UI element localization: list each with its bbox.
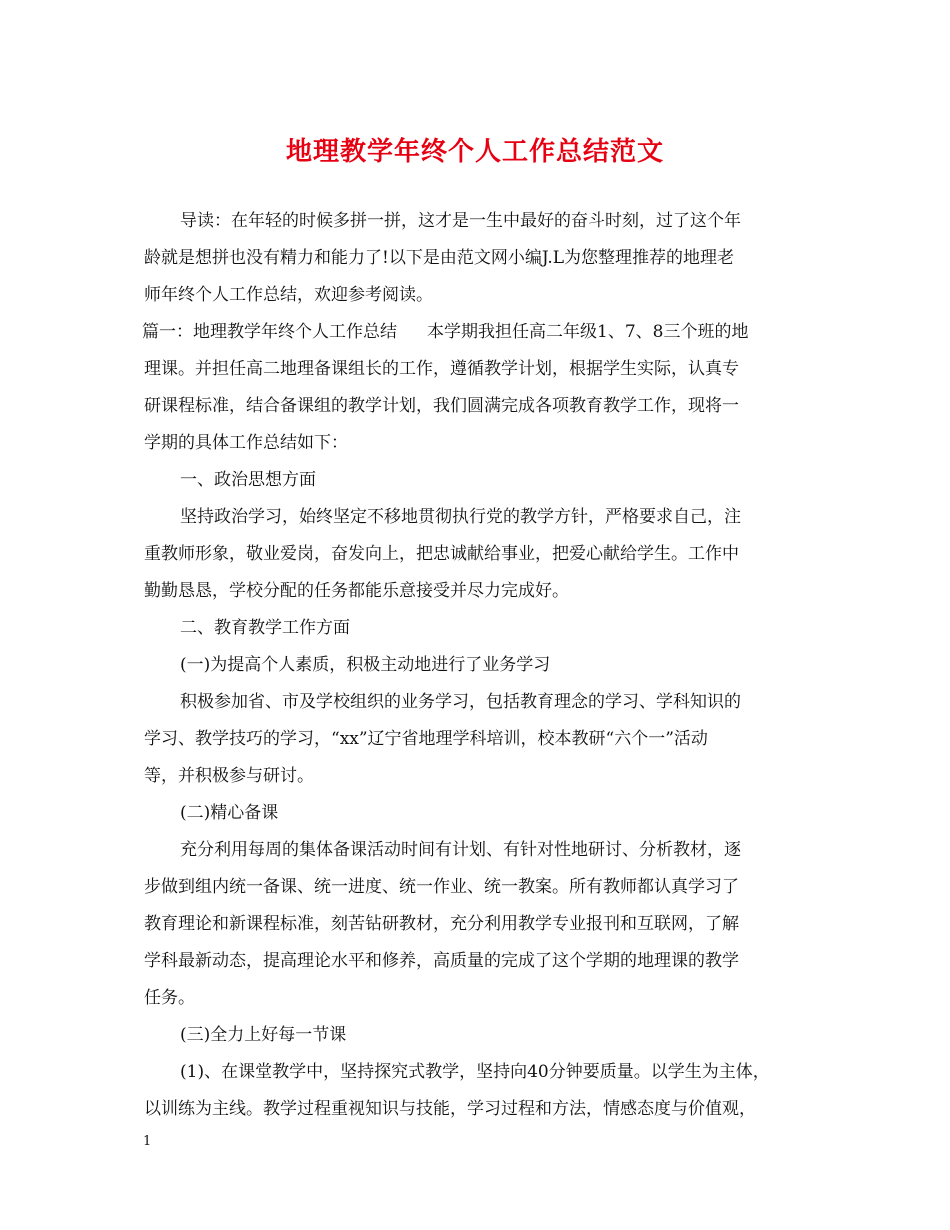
paragraph-line: 等，并积极参与研讨。 <box>144 766 314 786</box>
paragraph-line: 学习、教学技巧的学习，“xx”辽宁省地理学科培训，校本教研“六个一”活动 <box>144 729 708 749</box>
document-body <box>144 203 830 1128</box>
paragraph-line: 学期的具体工作总结如下： <box>144 433 348 453</box>
paragraph-line: (1)、在课堂教学中，坚持探究式教学，坚持向40分钟要质量。以学生为主体， <box>180 1062 770 1082</box>
paragraph-line: 充分利用每周的集体备课活动时间有计划、有针对性地研讨、分析教材，逐 <box>180 840 741 860</box>
paragraph-line: 研课程标准，结合备课组的教学计划，我们圆满完成各项教育教学工作，现将一 <box>144 396 739 416</box>
paragraph-line: 任务。 <box>144 988 195 1008</box>
paragraph-text: 本学期我担任高二年级1、7、8三个班的地 <box>427 322 749 342</box>
paragraph-line: 重教师形象，敬业爱岗，奋发向上，把忠诚献给事业，把爱心献给学生。工作中 <box>144 544 739 564</box>
paragraph-line: 勤勤恳恳，学校分配的任务都能乐意接受并尽力完成好。 <box>144 581 569 601</box>
paragraph-line: 积极参加省、市及学校组织的业务学习，包括教育理念的学习、学科知识的 <box>180 692 741 712</box>
page-number: 1 <box>143 1134 152 1149</box>
paragraph-line: 学科最新动态，提高理论水平和修养，高质量的完成了这个学期的地理课的教学 <box>144 951 739 971</box>
section-heading: 一、政治思想方面 <box>180 470 316 490</box>
paragraph-line: 导读：在年轻的时候多拼一拼，这才是一生中最好的奋斗时刻，过了这个年 <box>180 211 741 231</box>
paragraph-line <box>142 314 830 351</box>
paragraph-line: 教育理论和新课程标准，刻苦钻研教材，充分利用教学专业报刊和互联网，了解 <box>144 914 739 934</box>
section-heading: 二、教育教学工作方面 <box>180 618 350 638</box>
paragraph-line: 步做到组内统一备课、统一进度、统一作业、统一教案。所有教师都认真学习了 <box>144 877 739 897</box>
paragraph-line: 理课。并担任高二地理备课组长的工作，遵循教学计划，根据学生实际，认真专 <box>144 359 739 379</box>
subsection-heading: (一)为提高个人素质，积极主动地进行了业务学习 <box>180 655 551 675</box>
section-heading: 篇一：地理教学年终个人工作总结 <box>142 322 397 342</box>
paragraph-line: 坚持政治学习，始终坚定不移地贯彻执行党的教学方针，严格要求自己，注 <box>180 507 741 527</box>
paragraph-line: 师年终个人工作总结，欢迎参考阅读。 <box>144 285 433 305</box>
subsection-heading: (二)精心备课 <box>180 803 279 823</box>
paragraph-line: 龄就是想拼也没有精力和能力了!以下是由范文网小编J.L为您整理推荐的地理老 <box>144 248 735 268</box>
paragraph-line: 以训练为主线。教学过程重视知识与技能，学习过程和方法，情感态度与价值观， <box>144 1099 756 1119</box>
document-title: 地理教学年终个人工作总结范文 <box>285 137 664 167</box>
subsection-heading: (三)全力上好每一节课 <box>180 1025 347 1045</box>
